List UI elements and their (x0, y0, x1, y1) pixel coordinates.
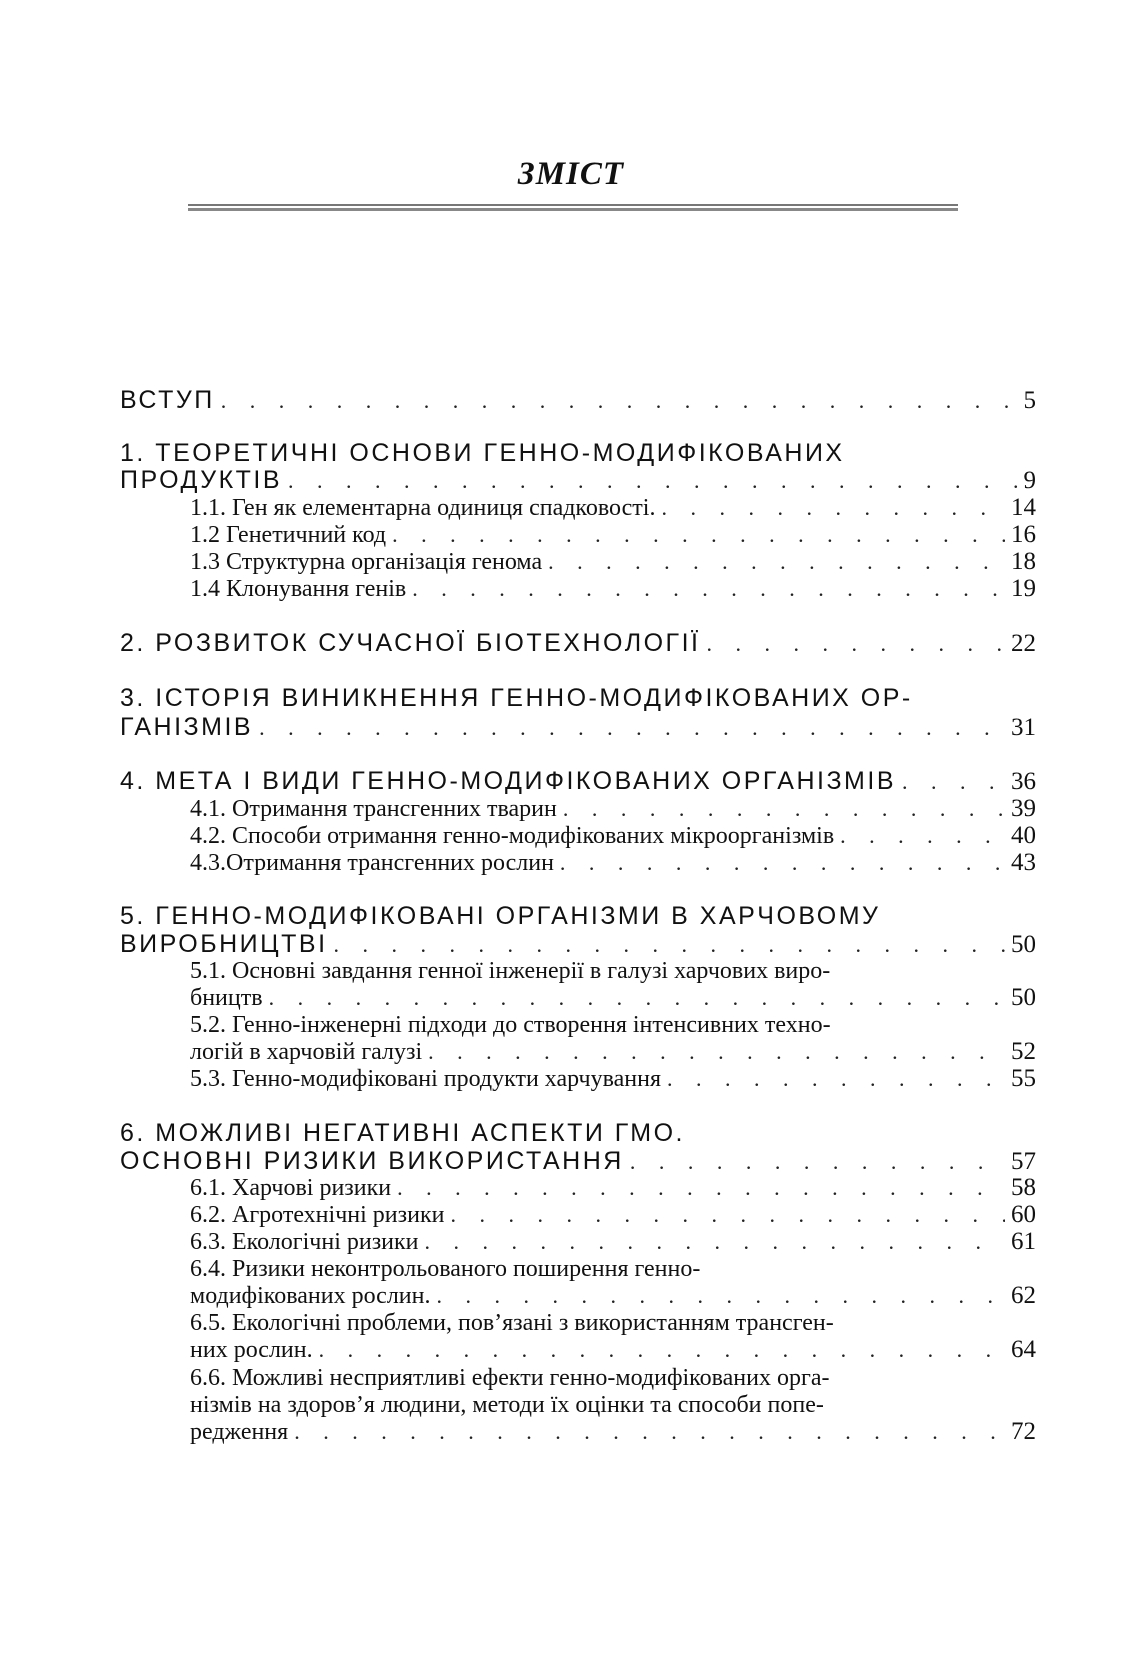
toc-entry-5-2[interactable] (190, 1010, 1036, 1040)
toc-entry-chapter-2[interactable] (120, 628, 1036, 658)
toc-entry-title: 2. РОЗВИТОК СУЧАСНОЇ БІОТЕХНОЛОГІЇ (120, 629, 701, 657)
toc-page-number: 55 (1011, 1065, 1036, 1092)
toc-page-number: 14 (1011, 494, 1036, 521)
leader-dots (902, 767, 1005, 797)
toc-entry-1-4[interactable] (190, 574, 1036, 604)
toc-entry-title: 6.5. Екологічні проблеми, пов’язані з використанням трансген- (190, 1310, 834, 1336)
leader-dots (548, 547, 1005, 577)
toc-entry-5-1-cont[interactable] (190, 983, 1036, 1013)
leader-dots (661, 493, 1005, 523)
toc-entry-title: 4.2. Способи отримання генно-модифікованих мікроорганізмів (190, 823, 835, 849)
title-underline (188, 204, 958, 211)
toc-entry-6-2[interactable] (190, 1200, 1036, 1230)
toc-entry-5-1[interactable] (190, 956, 1036, 986)
toc-page-number: 9 (1023, 467, 1036, 494)
toc-entry-6-5-cont[interactable] (190, 1335, 1036, 1365)
toc-entry-title: ГАНІЗМІВ (120, 713, 254, 741)
toc-page-number: 5 (1023, 387, 1036, 414)
toc-entry-4-3[interactable] (190, 848, 1036, 878)
toc-entry-title: 6.3. Екологічні ризики (190, 1229, 419, 1255)
leader-dots (288, 466, 1017, 496)
toc-entry-title: 5.2. Генно-інженерні підходи до створення інтенсивних техно- (190, 1012, 831, 1038)
toc-page-number: 43 (1011, 849, 1036, 876)
toc-entry-chapter-5-cont[interactable] (120, 929, 1036, 959)
leader-dots (425, 1227, 1005, 1257)
toc-entry-chapter-3[interactable] (120, 683, 1036, 713)
leader-dots (450, 1200, 1005, 1230)
leader-dots (392, 520, 1005, 550)
toc-page-number: 18 (1011, 548, 1036, 575)
leader-dots (428, 1037, 1005, 1067)
toc-entry-4-2[interactable] (190, 821, 1036, 851)
toc-entry-6-4-cont[interactable] (190, 1281, 1036, 1311)
toc-entry-title: редження (190, 1419, 289, 1445)
toc-page-number: 72 (1011, 1418, 1036, 1445)
toc-entry-title: нізмів на здоров’я людини, методи їх оцінки та способи попе- (190, 1392, 824, 1418)
toc-page-number: 58 (1011, 1174, 1036, 1201)
toc-entry-title: 1. ТЕОРЕТИЧНІ ОСНОВИ ГЕННО-МОДИФІКОВАНИХ (120, 439, 845, 467)
toc-entry-title: ВСТУП (120, 386, 215, 414)
leader-dots (294, 1417, 1005, 1447)
toc-page-number: 52 (1011, 1038, 1036, 1065)
toc-entry-title: ВИРОБНИЦТВІ (120, 930, 328, 958)
toc-entry-title: 4.3.Отримання трансгенних рослин (190, 850, 554, 876)
toc-entry-1-1[interactable] (190, 493, 1036, 523)
toc-entry-title: модифікованих рослин. (190, 1283, 431, 1309)
toc-entry-chapter-5[interactable] (120, 901, 1036, 931)
toc-entry-title: них рослин. (190, 1337, 313, 1363)
toc-page-number: 22 (1011, 630, 1036, 657)
toc-page-number: 16 (1011, 521, 1036, 548)
toc-entry-6-4[interactable] (190, 1254, 1036, 1284)
toc-entry-chapter-6[interactable] (120, 1118, 1036, 1148)
leader-dots (259, 713, 1005, 743)
toc-entry-title: 6. МОЖЛИВІ НЕГАТИВНІ АСПЕКТИ ГМО. (120, 1119, 685, 1147)
leader-dots (319, 1335, 1005, 1365)
toc-entry-chapter-6-cont[interactable] (120, 1146, 1036, 1176)
toc-entry-title: 1.4 Клонування генів (190, 576, 407, 602)
toc-entry-title: 1.3 Структурна організація генома (190, 549, 543, 575)
leader-dots (397, 1173, 1005, 1203)
toc-entry-6-5[interactable] (190, 1308, 1036, 1338)
toc-entry-title: 4.1. Отримання трансгенних тварин (190, 796, 557, 822)
leader-dots (706, 629, 1005, 659)
toc-page-number: 39 (1011, 795, 1036, 822)
leader-dots (269, 983, 1005, 1013)
toc-entry-6-6-cont[interactable] (190, 1390, 1036, 1420)
toc-entry-title: 6.1. Харчові ризики (190, 1175, 392, 1201)
toc-entry-title: 6.6. Можливі несприятливі ефекти генно-модифікованих орга- (190, 1365, 830, 1391)
toc-entry-title: 5.3. Генно-модифіковані продукти харчування (190, 1066, 662, 1092)
toc-page-number: 60 (1011, 1201, 1036, 1228)
toc-page-number: 36 (1011, 768, 1036, 795)
toc-page-number: 50 (1011, 931, 1036, 958)
toc-entry-6-1[interactable] (190, 1173, 1036, 1203)
leader-dots (560, 848, 1005, 878)
toc-entry-title: 3. ІСТОРІЯ ВИНИКНЕННЯ ГЕННО-МОДИФІКОВАНИХ ОР- (120, 684, 913, 712)
toc-page-number: 31 (1011, 714, 1036, 741)
leader-dots (221, 386, 1018, 416)
toc-entry-title: 1.2 Генетичний код (190, 522, 387, 548)
toc-page-number: 19 (1011, 575, 1036, 602)
page-title: ЗМІСТ (517, 156, 625, 192)
leader-dots (436, 1281, 1005, 1311)
toc-entry-1-3[interactable] (190, 547, 1036, 577)
toc-page-number: 64 (1011, 1336, 1036, 1363)
toc-entry-5-3[interactable] (190, 1064, 1036, 1094)
toc-entry-title: 1.1. Ген як елементарна одиниця спадковості. (190, 495, 656, 521)
toc-entry-5-2-cont[interactable] (190, 1037, 1036, 1067)
leader-dots (412, 574, 1005, 604)
toc-entry-title: 6.4. Ризики неконтрольованого поширення генно- (190, 1256, 701, 1282)
toc-entry-chapter-1[interactable] (120, 438, 1036, 468)
toc-entry-6-6-cont2[interactable] (190, 1417, 1036, 1447)
toc-entry-chapter-3-cont[interactable] (120, 712, 1036, 742)
toc-page-number: 50 (1011, 984, 1036, 1011)
toc-entry-6-3[interactable] (190, 1227, 1036, 1257)
toc-page-number: 62 (1011, 1282, 1036, 1309)
toc-entry-1-2[interactable] (190, 520, 1036, 550)
toc-entry-chapter-1-cont[interactable] (120, 465, 1036, 495)
toc-entry-title: 6.2. Агротехнічні ризики (190, 1202, 445, 1228)
toc-entry-title: ПРОДУКТІВ (120, 466, 283, 494)
toc-entry-title: 5.1. Основні завдання генної інженерії в галузі харчових виро- (190, 958, 831, 984)
toc-page-number: 61 (1011, 1228, 1036, 1255)
toc-entry-intro[interactable] (120, 385, 1036, 415)
toc-page-number: 40 (1011, 822, 1036, 849)
toc-entry-4-1[interactable] (190, 794, 1036, 824)
toc-entry-title: логій в харчовій галузі (190, 1039, 423, 1065)
toc-entry-title: 5. ГЕННО-МОДИФІКОВАНІ ОРГАНІЗМИ В ХАРЧОВОМУ (120, 902, 881, 930)
toc-entry-title: 4. МЕТА І ВИДИ ГЕННО-МОДИФІКОВАНИХ ОРГАНІЗМІВ (120, 767, 897, 795)
toc-entry-title: бництв (190, 985, 263, 1011)
toc-entry-title: ОСНОВНІ РИЗИКИ ВИКОРИСТАННЯ (120, 1147, 624, 1175)
toc-entry-chapter-4[interactable] (120, 766, 1036, 796)
toc-entry-6-6[interactable] (190, 1363, 1036, 1393)
leader-dots (840, 821, 1005, 851)
toc-page-number: 57 (1011, 1148, 1036, 1175)
leader-dots (563, 794, 1005, 824)
leader-dots (667, 1064, 1005, 1094)
